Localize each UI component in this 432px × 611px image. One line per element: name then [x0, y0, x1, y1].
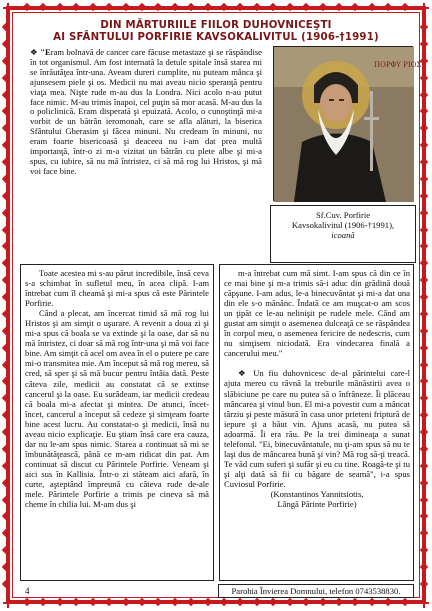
border-diamond-icon	[2, 445, 10, 453]
border-diamond-icon	[420, 327, 428, 335]
page-title	[18, 20, 414, 44]
border-diamond-icon	[2, 310, 10, 318]
corner-cross-icon	[419, 598, 429, 608]
border-diamond-icon	[23, 3, 31, 11]
border-diamond-icon	[138, 598, 146, 606]
border-diamond-icon	[351, 3, 359, 11]
border-diamond-icon	[2, 40, 10, 48]
border-diamond-icon	[39, 598, 47, 606]
border-diamond-icon	[269, 3, 277, 11]
border-diamond-icon	[420, 512, 428, 520]
border-ornament-top	[24, 4, 408, 12]
right-column	[224, 268, 410, 509]
border-diamond-icon	[2, 411, 10, 419]
border-diamond-icon	[318, 598, 326, 606]
border-diamond-icon	[2, 580, 10, 588]
border-diamond-icon	[105, 598, 113, 606]
border-diamond-icon	[2, 73, 10, 81]
left-paragraph: Toate acestea mi s-au părut incredibile, însă ceva s-a schimbat în sufletul meu, în acea clipă. I-am întrebat cum îl cheamă şi mi-a spus că este Părintele Porfirie.	[25, 268, 209, 309]
border-diamond-icon	[171, 3, 179, 11]
border-diamond-icon	[420, 208, 428, 216]
corner-cross-icon	[3, 3, 13, 13]
border-diamond-icon	[2, 462, 10, 470]
border-diamond-icon	[368, 3, 376, 11]
border-ornament-right	[421, 24, 429, 587]
border-diamond-icon	[384, 598, 392, 606]
border-diamond-icon	[420, 242, 428, 250]
caption-line-1: Sf.Cuv. Porfirie	[315, 210, 371, 220]
border-diamond-icon	[368, 598, 376, 606]
corner-cross-icon	[3, 598, 13, 608]
border-diamond-icon	[420, 124, 428, 132]
border-diamond-icon	[420, 293, 428, 301]
intro-text: ram bolnavă de cancer care făcuse metastaze şi se răspândise în tot organismul. Am fost internată la detule spitale însă starea mi se înrăutăţea într-una. Aveam dureri cumplite, nu puteam mânca şi ajunsesem piele şi os. Medicii nu mai aveau nicio speranţă pentru viaţa mea. Nişte rude m-au dus la Londra. Nici acolo n-au putut face nimic. M-au trimis înapoi, cel puţin să mor acasă. M-au dus la o policlinică. Eram disperată şi epuizată. Acolo, o cunoştinţă mi-a vorbit de un bătrân ieromonah, care se afla alături, la biserica Sfântului Gherasim şi făcea minuni. Nu credeam în minuni, nu eram foarte bisericoasă şi deaceea nu i-am dat prea multă importanţă, într-o zi m-a vizitat un bătrân cu plete albe şi mi-a spus, cu iubire, să nu mă întristez, ci să mă rog lui Hristos, şi mă voi face bine.	[30, 47, 262, 176]
border-diamond-icon	[286, 598, 294, 606]
border-diamond-icon	[286, 3, 294, 11]
border-diamond-icon	[420, 141, 428, 149]
caption-line-2: Kavsokalivitul (1906-†1991),	[291, 220, 395, 230]
border-diamond-icon	[56, 598, 64, 606]
border-diamond-icon	[154, 598, 162, 606]
border-diamond-icon	[236, 598, 244, 606]
border-diamond-icon	[420, 411, 428, 419]
border-diamond-icon	[2, 394, 10, 402]
border-diamond-icon	[2, 242, 10, 250]
border-diamond-icon	[2, 293, 10, 301]
bullet-icon: ❖	[30, 47, 38, 57]
border-diamond-icon	[420, 73, 428, 81]
border-diamond-icon	[154, 3, 162, 11]
border-diamond-icon	[171, 598, 179, 606]
border-diamond-icon	[420, 377, 428, 385]
border-diamond-icon	[420, 192, 428, 200]
saint-portrait-icon	[274, 47, 422, 202]
border-diamond-icon	[2, 546, 10, 554]
border-diamond-icon	[420, 445, 428, 453]
border-diamond-icon	[420, 90, 428, 98]
border-diamond-icon	[420, 343, 428, 351]
border-diamond-icon	[2, 495, 10, 503]
border-diamond-icon	[2, 107, 10, 115]
border-diamond-icon	[2, 124, 10, 132]
footer-contact: Parohia Învierea Domnului, telefon 0743538830.	[218, 584, 414, 598]
border-diamond-icon	[420, 310, 428, 318]
signature-line-2: Lângă Părinte Porfirie)	[277, 499, 357, 510]
border-diamond-icon	[2, 158, 10, 166]
border-diamond-icon	[253, 598, 261, 606]
border-diamond-icon	[400, 598, 408, 606]
title-line-1: DIN MĂRTURIILE FIILOR DUHOVNICEŞTI	[100, 20, 332, 31]
border-diamond-icon	[420, 478, 428, 486]
border-diamond-icon	[253, 3, 261, 11]
border-diamond-icon	[2, 141, 10, 149]
border-diamond-icon	[335, 598, 343, 606]
border-diamond-icon	[2, 276, 10, 284]
border-diamond-icon	[302, 598, 310, 606]
border-diamond-icon	[302, 3, 310, 11]
border-diamond-icon	[420, 40, 428, 48]
border-diamond-icon	[220, 3, 228, 11]
border-diamond-icon	[335, 3, 343, 11]
left-column	[25, 268, 209, 509]
border-diamond-icon	[88, 598, 96, 606]
border-diamond-icon	[2, 90, 10, 98]
title-line-2: AI SFÂNTULUI PORFIRIE KAVSOKALIVITUL (1906-†1991)	[53, 32, 379, 43]
intro-paragraph	[30, 48, 262, 177]
border-diamond-icon	[2, 225, 10, 233]
border-diamond-icon	[420, 428, 428, 436]
border-diamond-icon	[121, 3, 129, 11]
border-diamond-icon	[2, 478, 10, 486]
border-diamond-icon	[88, 3, 96, 11]
border-diamond-icon	[203, 3, 211, 11]
border-diamond-icon	[2, 175, 10, 183]
border-diamond-icon	[420, 580, 428, 588]
border-diamond-icon	[2, 529, 10, 537]
left-paragraph: Când a plecat, am încercat timid să mă rog lui Hristos şi am simţit o uşurare. A revenit a doua zi şi mi-a spus că boala se va extinde şi la oase, dar să nu mă întristez, ci doar să mă rog într-una şi mă voi face bine. Am simţit că acel om avea în el o putere pe care mi-o transmitea mie. Am început să mă rog mereu, să cred, să sper şi să mă bucur pentru întâia dată. Peste câteva zile, medicii au constatat că se extinse cancerul şi la oase. Eu surâdeam, iar medicii credeau că boala mi-a afectat şi mintea. De atunci, încet-încet, cancerul a început să cedeze şi simţeam foarte bine acest lucru. Au constatat-o şi medicii, însă nu aveau nicio explicaţie. Eu ştiam însă care era cauza, dar nu le-am spus nimic. Starea a continuat să mi se îmbunătăţească, până ce m-am ridicat din pat. Am continuat să discut cu Părintele Porfirie. Veneam şi aici sus în Kallisia. Într-o zi stăteam aici afară, în curte, aşteptând împreună cu câteva rude de-ale mele. Părintele Porfirie a trimis pe cineva să mă cheme în chilia lui. M-am dus şi	[25, 308, 209, 510]
border-diamond-icon	[23, 598, 31, 606]
border-diamond-icon	[420, 495, 428, 503]
border-diamond-icon	[236, 3, 244, 11]
border-diamond-icon	[56, 3, 64, 11]
border-diamond-icon	[220, 598, 228, 606]
border-diamond-icon	[2, 259, 10, 267]
border-diamond-icon	[420, 175, 428, 183]
border-diamond-icon	[420, 360, 428, 368]
caption-line-3: icoană	[331, 230, 355, 240]
border-diamond-icon	[2, 563, 10, 571]
saint-icon-image	[273, 46, 422, 201]
border-diamond-icon	[2, 192, 10, 200]
border-diamond-icon	[420, 546, 428, 554]
border-diamond-icon	[420, 225, 428, 233]
border-diamond-icon	[138, 3, 146, 11]
border-diamond-icon	[420, 563, 428, 571]
right-paragraph: m-a întrebat cum mă simt. I-am spus că din ce în ce mai bine şi m-a trimis să-i aduc din grădină două căpşune. I-am adus, le-a binecuvântat şi mi-a dat una din ele s-o mănânc. Îndată ce am muşcat-o am scos un ţipăt ce le-au nelinişit pe rudele mele. Când am gustat am simţit o asemenea dulceaţă ce se răspândea în corpul meu, o asemenea fericire de nedescris, cum nu simţisem niciodată. Era vindecarea finală a cancerului meu."	[224, 268, 410, 359]
page-number: 4	[25, 586, 30, 596]
border-diamond-icon	[203, 598, 211, 606]
signature-line-1: (Konstantinos Yannitsiotis,	[270, 488, 364, 499]
border-diamond-icon	[269, 598, 277, 606]
photo-inscription: ΠΟΡΦΥ ΡΙΟΣ	[374, 61, 422, 69]
border-diamond-icon	[72, 598, 80, 606]
corner-cross-icon	[419, 3, 429, 13]
border-diamond-icon	[2, 360, 10, 368]
right-paragraph: ❖ Un fiu duhovnicesc de-al părintelui care-l ajuta mereu cu râvnă la treburile mânăstirii avea o slăbiciune pe care nu putea să o înfrâneze. Îi plăceau mâncarea şi vinul bun. El mi-a povestit cum a mâncat târziu şi peste măsură în casa unor prieteni friptură de iepure şi a băut vin. Ajuns acasă, nu putea să adoarmă. Îi era rău. Pe la trei dimineaţa a sunat telefonul. "Ei, binecuvântatule, nu ţi-am spus să nu te laşi dus de mâncarea bună şi vin? Mă rog să-ţi treacă. Te văd cum suferi şi sufăr şi eu cu tine. Roagă-te şi tu şi alţi dată să fii cu băgare de seamă", i-a spus Cuviosul Porfirie.	[224, 368, 410, 489]
border-diamond-icon	[420, 462, 428, 470]
image-caption	[270, 205, 416, 263]
border-diamond-icon	[420, 276, 428, 284]
border-diamond-icon	[2, 428, 10, 436]
border-diamond-icon	[72, 3, 80, 11]
border-diamond-icon	[2, 343, 10, 351]
border-diamond-icon	[400, 3, 408, 11]
border-diamond-icon	[420, 23, 428, 31]
border-diamond-icon	[187, 598, 195, 606]
border-diamond-icon	[121, 598, 129, 606]
border-ornament-left	[3, 24, 11, 587]
border-diamond-icon	[420, 259, 428, 267]
border-diamond-icon	[420, 158, 428, 166]
border-diamond-icon	[105, 3, 113, 11]
border-diamond-icon	[39, 3, 47, 11]
border-ornament-bottom	[24, 599, 408, 607]
border-diamond-icon	[2, 57, 10, 65]
intro-lead: "E	[40, 47, 51, 57]
border-diamond-icon	[420, 107, 428, 115]
border-diamond-icon	[2, 512, 10, 520]
border-diamond-icon	[384, 3, 392, 11]
border-diamond-icon	[2, 23, 10, 31]
border-diamond-icon	[2, 327, 10, 335]
border-diamond-icon	[420, 394, 428, 402]
border-diamond-icon	[420, 529, 428, 537]
border-diamond-icon	[351, 598, 359, 606]
border-diamond-icon	[187, 3, 195, 11]
border-diamond-icon	[318, 3, 326, 11]
border-diamond-icon	[2, 208, 10, 216]
border-diamond-icon	[2, 377, 10, 385]
